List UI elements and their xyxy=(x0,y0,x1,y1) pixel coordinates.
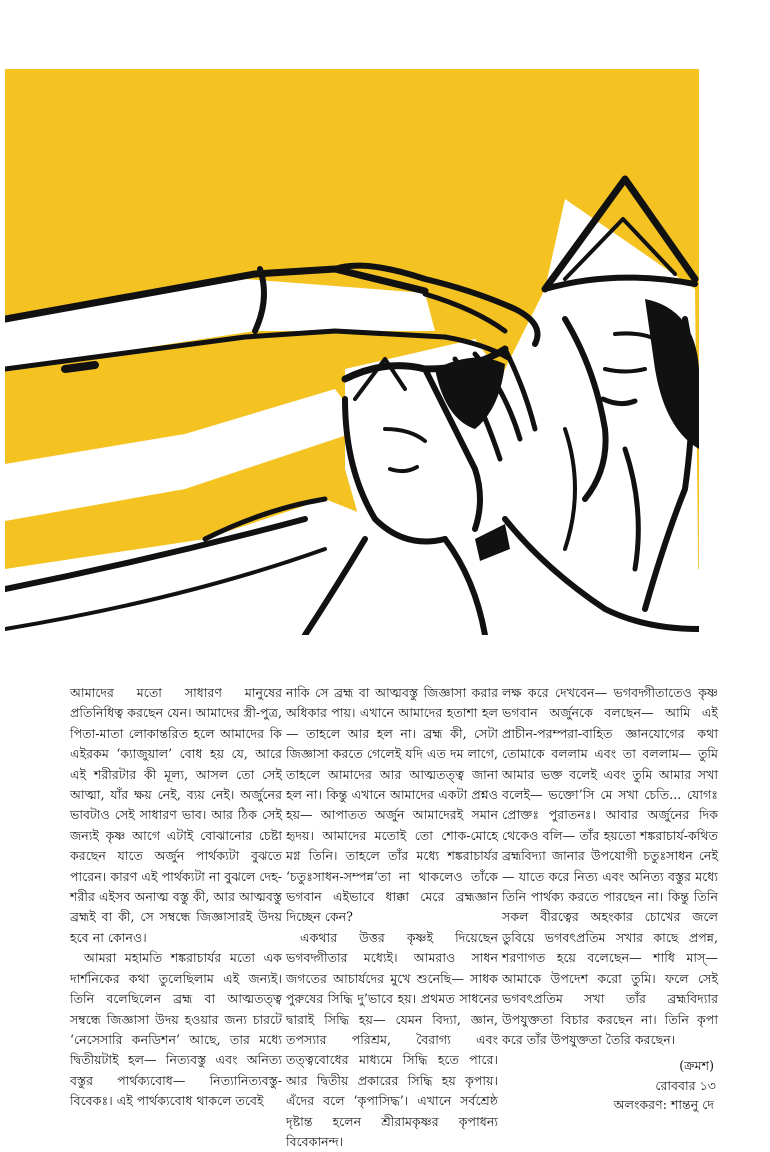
illustration-credit: অলংকরণ: শান্তনু দে xyxy=(613,1096,714,1112)
page-folio: রোববার ১৩ xyxy=(655,1078,716,1093)
krishna-arjuna-illustration xyxy=(5,69,699,635)
text-column-3 xyxy=(502,683,718,1115)
text-column-2 xyxy=(286,683,498,1152)
paragraph: নাকি সে ব্রহ্ম বা আত্মবস্তু জিজ্ঞাসা করার অধিকার পায়। এখানে আমাদের হতাশা হল— তাহলে আর হল না। ব্রহ্ম কী, সেটা জিজ্ঞাসা করতে গেলেই যদি এত দম লাগে, তাহলে আমাদের আর আত্মতত্ত্ব জানা হল না। কিন্তু এখানে আমাদের একটা প্রশ্নও হয়— আপাতত অর্জুন আমাদেরই সমান হৃদয়। আমাদের মতোই তো শোক-মোহে মগ্ন তিনি। তাহলে তাঁর মধ্যে শঙ্করাচার্যর ‘চতুঃসাধন-সম্পন্ন’তা না থাকলেও তাঁকে ভগবান এইভাবে ধাক্কা মেরে ব্রহ্মজ্ঞান দিচ্ছেন কেন? xyxy=(286,685,498,925)
paragraph: আমাদের মতো সাধারণ মানুষের প্রতিনিধিত্ব করছেন যেন। আমাদের স্ত্রী-পুত্র, পিতা-মাতা লোকান্তরিত হলে আমাদের কি এইরকম ‘ক্যাজুয়াল’ বোধ হয় যে, আরে এই শরীরটার কী মূল্য, আসল তো সেই আত্মা, যাঁর ক্ষয় নেই, ব্যয় নেই। অর্জুনের ভাবটাও সেই সাধারণ ভাব। আর ঠিক সেই জন্যই কৃষ্ণ আগে এটাই বোঝানোর চেষ্টা করছেন যাতে অর্জুন পার্থক্যটা বুঝতে পারেন। কারণ এই পার্থক্যটা না বুঝলে দেহ-শরীর এইসব অনাত্ম বস্তু কী, আর আত্মবস্তু ব্রহ্মই বা কী, সে সম্বন্ধে জিজ্ঞাসারই উদয় হবে না কোনও। xyxy=(70,685,282,945)
text-column-1 xyxy=(70,683,282,1112)
illustration xyxy=(5,69,699,635)
paragraph: লক্ষ করে দেখবেন— ভগবদ্গীতাতেও কৃষ্ণ ভগবান অর্জুনকে বলছেন— আমি এই প্রাচীন-পরম্পরা-বাহিত জ্ঞানযোগের কথা তোমাকে বললাম এবং তা বললাম— তুমি আমার ভক্ত বলেই এবং তুমি আমার সখা বলেই— ভক্তো’সি মে সখা চেতি... যোগঃ প্রোক্তঃ পুরাতনঃ। আবার অর্জুনের দিক থেকেও বলি— তাঁর হয়তো শঙ্করাচার্য-কথিত ব্রহ্মবিদ্যা জানার উপযোগী চতুঃসাধন নেই— যাতে করে নিত্য এবং অনিত্য বস্তুর মধ্যে তিনি পার্থক্য করতে পারছেন না। কিন্তু তিনি সকল বীরত্বের অহংকার চোখের জলে ডুবিয়ে ভগবৎপ্রতিম সখার কাছে প্রপন্ন, শরণাগত হয়ে বলেছেন— শাধি মাস্— আমাকে উপদেশ করো তুমি। ফলে সেই ভগবৎপ্রতিম সখা তাঁর ব্রহ্মবিদ্যার উপযুক্ততা বিচার করছেন না। তিনি কৃপা করে তাঁর উপযুক্ততা তৈরি করছেন। xyxy=(502,685,718,1047)
paragraph: আমরা মহামতি শঙ্করাচার্যর মতো এক দার্শনিকের কথা তুলেছিলাম এই জন্যই। তিনি বলেছিলেন ব্রহ্ম বা আত্মতত্ত্ব সম্বন্ধে জিজ্ঞাসা উদয় হওয়ার জন্য চারটে ‘নেসেসারি কনডিশন’ আছে, তার মধ্যে দ্বিতীয়টাই হল— নিত্যবস্তু এবং অনিত্য বস্তুর পার্থক্যবোধ— নিত্যানিত্যবস্তু-বিবেকঃ। এই পার্থক্যবোধ থাকলে তবেই xyxy=(70,950,282,1109)
paragraph: একথার উত্তর কৃষ্ণই দিয়েছেন ভগবদ্গীতার মধ্যেই। আমরাও সাধন জগতের আচার্যদের মুখে শুনেছি— সাধক পুরুষের সিদ্ধি দু’ভাবে হয়। প্রথমত সাধনের দ্বারাই সিদ্ধি হয়— যেমন বিদ্যা, জ্ঞান, তপস্যার পরিশ্রম, বৈরাগ্য এবং তত্ত্ববোধের মাধ্যমে সিদ্ধি হতে পারে। আর দ্বিতীয় প্রকারের সিদ্ধি হয় কৃপায়। এঁদের বলে ‘কৃপাসিদ্ধ’। এখানে সর্বশ্রেষ্ঠ দৃষ্টান্ত হলেন শ্রীরামকৃষ্ণর কৃপাধন্য বিবেকানন্দ। xyxy=(286,929,498,1149)
continued-label: (ক্রমশ) xyxy=(679,1058,714,1074)
